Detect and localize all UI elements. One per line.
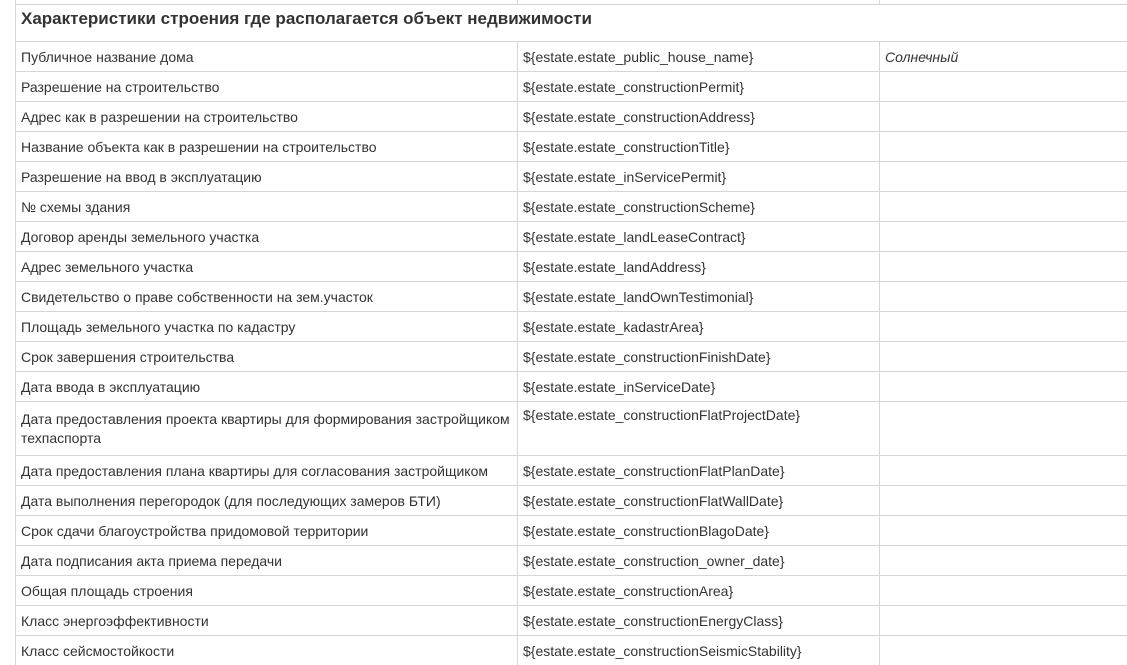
property-name: Площадь земельного участка по кадастру (16, 312, 518, 342)
property-placeholder: ${estate.estate_construction_owner_date} (518, 546, 880, 576)
property-placeholder: ${estate.estate_constructionEnergyClass} (518, 606, 880, 636)
property-placeholder: ${estate.estate_constructionBlagoDate} (518, 516, 880, 546)
property-example (880, 252, 1127, 282)
properties-table (15, 0, 1127, 665)
property-name: Дата подписания акта приема передачи (16, 546, 518, 576)
property-example (880, 486, 1127, 516)
property-placeholder: ${estate.estate_kadastrArea} (518, 312, 880, 342)
property-name: Разрешение на строительство (16, 72, 518, 102)
property-name: Адрес как в разрешении на строительство (16, 102, 518, 132)
property-example (880, 516, 1127, 546)
property-example (880, 72, 1127, 102)
property-placeholder: ${estate.estate_constructionScheme} (518, 192, 880, 222)
property-name: Дата предоставления плана квартиры для согласования застройщиком (16, 456, 518, 486)
property-placeholder: ${estate.estate_landOwnTestimonial} (518, 282, 880, 312)
property-placeholder: ${estate.estate_constructionFlatWallDate} (518, 486, 880, 516)
table-row (16, 102, 1127, 132)
property-example (880, 162, 1127, 192)
property-name: Свидетельство о праве собственности на зем.участок (16, 282, 518, 312)
property-name: Класс энергоэффективности (16, 606, 518, 636)
table-row (16, 606, 1127, 636)
table-row (16, 516, 1127, 546)
property-placeholder: ${estate.estate_constructionFinishDate} (518, 342, 880, 372)
property-name: Общая площадь строения (16, 576, 518, 606)
table-row (16, 402, 1127, 456)
property-example (880, 576, 1127, 606)
table-row (16, 72, 1127, 102)
property-example (880, 372, 1127, 402)
property-example (880, 222, 1127, 252)
property-name: Публичное название дома (16, 42, 518, 72)
property-example (880, 456, 1127, 486)
property-placeholder: ${estate.estate_public_house_name} (518, 42, 880, 72)
property-name: Дата выполнения перегородок (для последующих замеров БТИ) (16, 486, 518, 516)
table-row (16, 312, 1127, 342)
property-placeholder: ${estate.estate_constructionAddress} (518, 102, 880, 132)
table-row (16, 42, 1127, 72)
table-row (16, 636, 1127, 665)
property-example (880, 192, 1127, 222)
property-name: Дата предоставления проекта квартиры для формирования застройщиком техпаспорта (16, 402, 518, 456)
property-name: № схемы здания (16, 192, 518, 222)
property-placeholder: ${estate.estate_inServicePermit} (518, 162, 880, 192)
section-header-row (16, 5, 1127, 42)
table-row (16, 192, 1127, 222)
property-example: Солнечный (880, 42, 1127, 72)
property-name: Адрес земельного участка (16, 252, 518, 282)
property-placeholder: ${estate.estate_landLeaseContract} (518, 222, 880, 252)
property-name: Договор аренды земельного участка (16, 222, 518, 252)
property-example (880, 606, 1127, 636)
table-row (16, 372, 1127, 402)
table-row (16, 576, 1127, 606)
property-name: Разрешение на ввод в эксплуатацию (16, 162, 518, 192)
property-placeholder: ${estate.estate_constructionFlatProjectDate} (518, 402, 880, 456)
table-row (16, 486, 1127, 516)
property-name: Срок завершения строительства (16, 342, 518, 372)
table-row (16, 252, 1127, 282)
property-placeholder: ${estate.estate_constructionPermit} (518, 72, 880, 102)
property-placeholder: ${estate.estate_constructionSeismicStability} (518, 636, 880, 665)
property-example (880, 282, 1127, 312)
table-row (16, 342, 1127, 372)
property-placeholder: ${estate.estate_landAddress} (518, 252, 880, 282)
section-title: Характеристики строения где располагается объект недвижимости (16, 5, 1127, 42)
property-example (880, 102, 1127, 132)
property-placeholder: ${estate.estate_constructionTitle} (518, 132, 880, 162)
property-example (880, 312, 1127, 342)
property-example (880, 402, 1127, 456)
property-example (880, 342, 1127, 372)
property-example (880, 132, 1127, 162)
property-example (880, 546, 1127, 576)
table-row (16, 546, 1127, 576)
property-name: Название объекта как в разрешении на строительство (16, 132, 518, 162)
table-row (16, 282, 1127, 312)
table-row (16, 132, 1127, 162)
table-row (16, 456, 1127, 486)
table-row (16, 162, 1127, 192)
property-placeholder: ${estate.estate_constructionFlatPlanDate} (518, 456, 880, 486)
property-name: Класс сейсмостойкости (16, 636, 518, 665)
properties-table-container (15, 0, 1127, 665)
table-row (16, 222, 1127, 252)
property-name: Дата ввода в эксплуатацию (16, 372, 518, 402)
property-name: Срок сдачи благоустройства придомовой территории (16, 516, 518, 546)
property-placeholder: ${estate.estate_inServiceDate} (518, 372, 880, 402)
property-example (880, 636, 1127, 665)
property-placeholder: ${estate.estate_constructionArea} (518, 576, 880, 606)
